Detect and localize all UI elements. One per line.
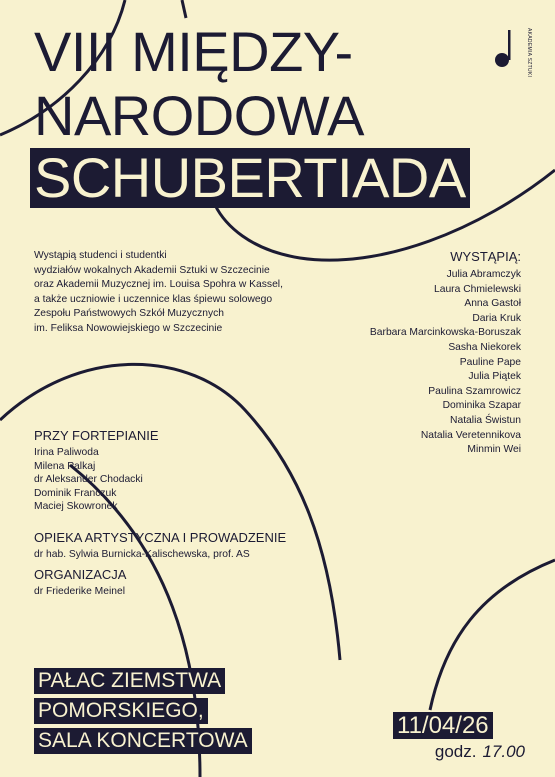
pianist-name: Irina Paliwoda (34, 447, 99, 458)
artistic-care-name: dr hab. Sylwia Burnicka-Kalischewska, prof. AS (34, 549, 250, 560)
performers-heading: WYSTĄPIĄ: (450, 249, 521, 264)
curve-top-right (182, 0, 186, 18)
performer-name: Pauline Pape (459, 356, 521, 368)
intro-line: wydziałów wokalnych Akademii Sztuki w Szczecinie (34, 264, 270, 276)
intro-line: oraz Akademii Muzycznej im. Louisa Spohra w Kassel, (34, 279, 283, 290)
pianist-name: dr Aleksander Chodacki (34, 474, 143, 486)
performer-name: Sasha Niekorek (448, 341, 521, 353)
venue-line-1: PAŁAC ZIEMSTWA (34, 668, 225, 694)
organization-section (34, 567, 126, 599)
performer-name: Julia Abramczyk (446, 269, 521, 280)
pianist-name: Milena Palkaj (34, 460, 96, 472)
event-date: 11/04/26 (393, 712, 493, 739)
venue-line-2: POMORSKIEGO, (34, 698, 208, 724)
performer-name: Daria Kruk (472, 312, 521, 324)
performer-name: Natalia Świstun (450, 414, 521, 426)
venue-line-3: SALA KONCERTOWA (34, 728, 252, 754)
intro-line: a także uczniowie i uczennice klas śpiewu solowego (34, 293, 273, 305)
venue (34, 668, 252, 758)
organization-name: dr Friederike Meinel (34, 586, 125, 597)
title-line-1: VIII MIĘDZY- (34, 20, 353, 83)
event-time (435, 742, 525, 762)
organization-heading: ORGANIZACJA (34, 567, 127, 582)
intro-line: Zespołu Państwowych Szkół Muzycznych (34, 308, 224, 319)
logo-text: AKADEMIA SZTUKI (526, 28, 532, 78)
performer-name: Laura Chmielewski (434, 283, 521, 295)
intro-line: Wystąpią studenci i studentki (34, 250, 167, 261)
performers-list (370, 249, 521, 458)
time-label: godz. (434, 742, 477, 761)
title-line-2: NARODOWA (34, 84, 364, 147)
performer-name: Barbara Marcinkowska-Boruszak (369, 327, 521, 339)
pianist-name: Maciej Skowronek (34, 501, 118, 513)
performer-name: Julia Piątek (468, 371, 521, 383)
title-highlight: SCHUBERTIADA (30, 148, 470, 208)
performer-name: Anna Gastoł (464, 298, 521, 310)
time-value: 17.00 (482, 742, 525, 761)
performer-name: Dominika Szapar (442, 400, 521, 412)
piano-heading: PRZY FORTEPIANIE (34, 428, 159, 443)
piano-section (34, 428, 159, 514)
pianist-name: Dominik Franczuk (34, 487, 117, 499)
performer-name: Natalia Veretennikova (420, 429, 521, 441)
artistic-care-section (34, 530, 286, 562)
intro-line: im. Feliksa Nowowiejskiego w Szczecinie (34, 322, 223, 334)
artistic-care-heading: OPIEKA ARTYSTYCZNA I PROWADZENIE (34, 530, 287, 545)
intro-text (34, 249, 304, 336)
performer-name: Paulina Szamrowicz (428, 385, 521, 397)
curve-bottom-right (430, 560, 555, 710)
performer-name: Minmin Wei (467, 444, 521, 456)
